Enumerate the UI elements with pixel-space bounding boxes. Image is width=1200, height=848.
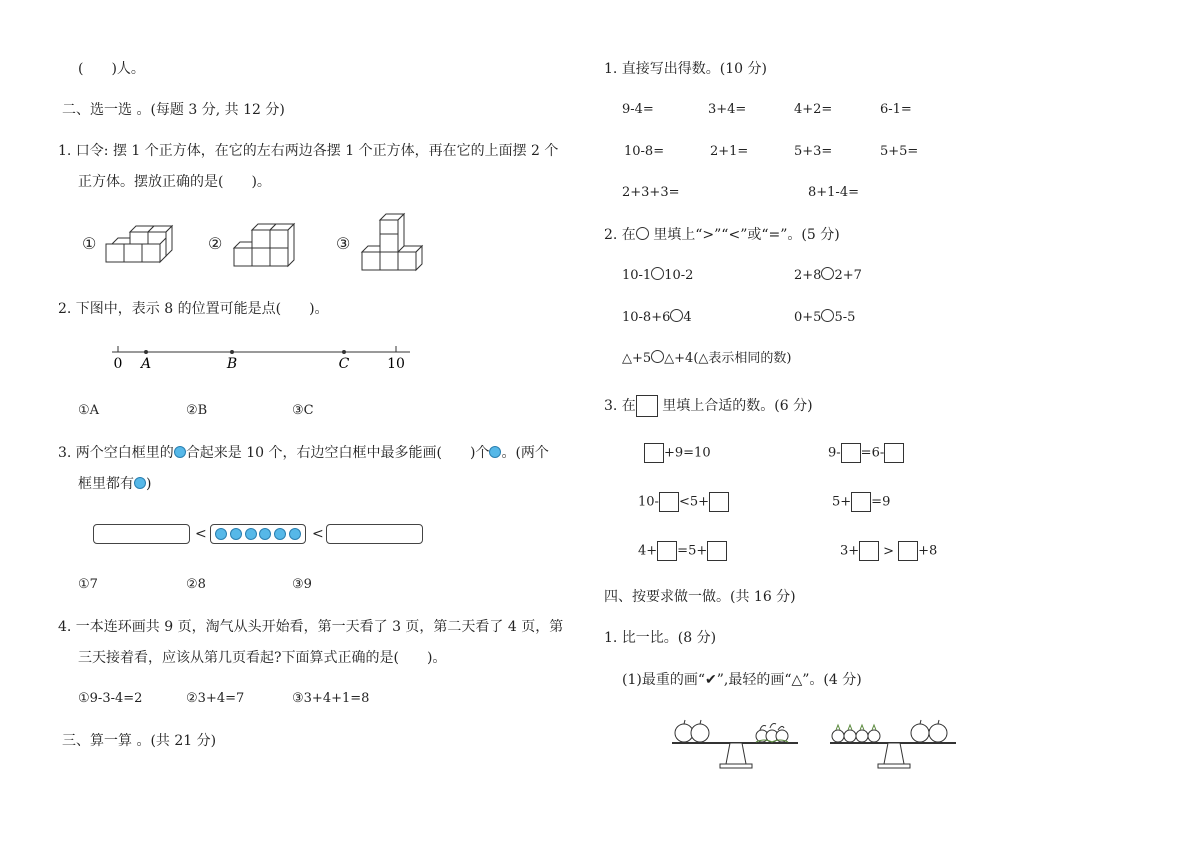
q4-option-2: ②3+4=7 [186,691,245,706]
blue-dot-icon [489,446,501,458]
answer-box[interactable] [659,492,679,512]
blue-dot-icon [230,528,242,540]
q1-option-2-label: ② [208,234,223,253]
answer-box[interactable] [884,443,904,463]
r4-1-title: 1. 比一比。(8 分) [604,630,717,646]
question-3-line-2 [78,475,151,493]
r1-item: 5+5= [880,144,919,159]
r2-title-part-2: 里填上“>”“<”或“=”。(5 分) [648,227,840,243]
r1-item: 4+2= [794,102,833,117]
r2-title-part-1: 2. 在 [604,227,636,243]
r2-item-4: 0+5 5-5 [794,310,856,325]
blue-dot-icon [274,528,286,540]
r3-item-4: 5+ =9 [832,492,890,512]
number-line [108,340,418,374]
r1-title: 1. 直接写出得数。(10 分) [604,61,767,77]
empty-frame-right[interactable] [326,524,423,544]
section-3-title: 三、算一算 。(共 21 分) [62,733,217,749]
r3-item-1: +9=10 [644,443,711,463]
blue-dot-icon [174,446,186,458]
answer-box[interactable] [707,541,727,561]
question-3-line-1 [58,444,549,462]
question-1-line-2: 正方体。摆放正确的是( )。 [78,174,271,190]
top-line-blank: ( )人。 [78,61,145,77]
q4-option-1: ①9-3-4=2 [78,691,143,706]
answer-circle[interactable] [651,350,664,363]
cube-figure-2 [230,222,302,270]
q3-text-part-2: 合起来是 10 个，右边空白框中最多能画( )个 [185,445,490,461]
answer-box[interactable] [898,541,918,561]
r1-item: 6-1= [880,102,912,117]
balance-scale-icon [668,712,804,772]
r3-title-part-1: 3. 在 [604,398,636,414]
q3-option-1: ①7 [78,577,98,592]
blue-dot-icon [245,528,257,540]
section-4-title: 四、按要求做一做。(共 16 分) [604,589,796,605]
r1-item: 2+3+3= [622,185,680,200]
balance-scale-icon [826,712,962,772]
r2-title [604,226,840,244]
point-a-label: A [140,356,152,372]
answer-circle[interactable] [651,267,664,280]
cube-figure-1 [104,222,176,268]
question-1-line-1: 1. 口令: 摆 1 个正方体，在它的左右两边各摆 1 个正方体，再在它的上面摆 2 个 [58,143,559,159]
answer-box[interactable] [644,443,664,463]
r3-item-6: 3+ > +8 [840,541,937,561]
answer-box[interactable] [851,492,871,512]
q2-option-a: ①A [78,403,100,418]
cube-figure-3 [358,212,430,274]
r2-item-2: 2+8 2+7 [794,268,862,283]
answer-box[interactable] [657,541,677,561]
q3-text-part-3: 。(两个 [501,445,549,461]
q1-option-3-label: ③ [336,234,351,253]
answer-circle[interactable] [821,309,834,322]
r2-item-1: 10-1 10-2 [622,268,694,283]
question-4-line-2: 三天接着看，应该从第几页看起?下面算式正确的是( )。 [78,650,447,666]
answer-box[interactable] [841,443,861,463]
q1-option-1-label: ① [82,234,97,253]
r3-title-part-2: 里填上合适的数。(6 分) [657,398,813,414]
blue-dot-icon [215,528,227,540]
point-c-label: C [338,356,350,372]
answer-circle[interactable] [670,309,683,322]
blue-dot-icon [134,477,146,489]
r3-title [604,395,813,417]
numline-start: 0 [113,356,123,372]
r1-item: 2+1= [710,144,749,159]
r4-1-subtitle: (1)最重的画“✔”,最轻的画“△”。(4 分) [622,672,862,688]
blue-dot-icon [289,528,301,540]
question-2-text: 2. 下图中，表示 8 的位置可能是点( )。 [58,301,329,317]
q3-option-2: ②8 [186,577,206,592]
answer-box[interactable] [709,492,729,512]
r1-item: 5+3= [794,144,833,159]
q3-text-part-1: 3. 两个空白框里的 [58,445,174,461]
q3-text-part-4: 框里都有 [78,476,134,492]
blue-dot-icon [259,528,271,540]
q2-option-c: ③C [292,403,314,418]
r1-item: 9-4= [622,102,654,117]
q3-text-part-5: ) [146,476,152,492]
r2-item-5: △+5 △+4(△表示相同的数) [622,351,792,366]
answer-box[interactable] [859,541,879,561]
r1-item: 3+4= [708,102,747,117]
less-than-sign: < [195,526,207,542]
circle-icon [636,227,649,240]
r3-item-2: 9- =6- [828,443,904,463]
q2-option-b: ②B [186,403,208,418]
dots-frame-middle [210,524,306,544]
r3-item-5: 4+ =5+ [638,541,727,561]
section-2-title: 二、选一选 。(每题 3 分, 共 12 分) [62,102,285,118]
r1-item: 8+1-4= [808,185,859,200]
q3-option-3: ③9 [292,577,312,592]
less-than-sign: < [312,526,324,542]
point-b-label: B [226,356,238,372]
question-4-line-1: 4. 一本连环画共 9 页，淘气从头开始看，第一天看了 3 页，第二天看了 4 页，第 [58,619,564,635]
answer-circle[interactable] [821,267,834,280]
r3-item-3: 10- <5+ [638,492,729,512]
r2-item-3: 10-8+6 4 [622,310,692,325]
numline-end: 10 [387,356,405,372]
empty-frame-left[interactable] [93,524,190,544]
r1-item: 10-8= [624,144,665,159]
q4-option-3: ③3+4+1=8 [292,691,370,706]
square-box-icon [636,395,658,417]
